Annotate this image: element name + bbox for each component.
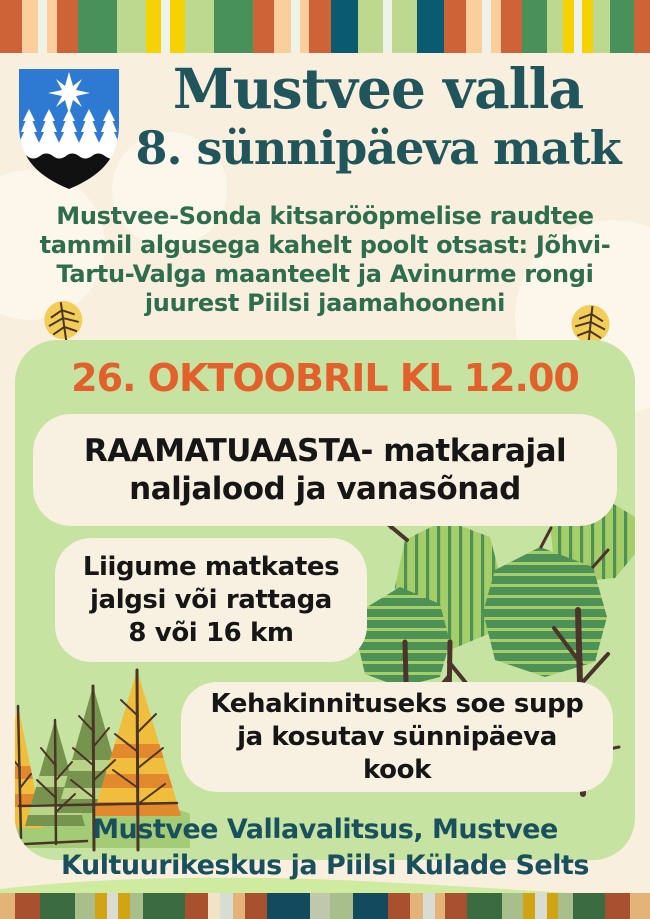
food-line: ja kosutav sünnipäeva: [237, 721, 557, 752]
poster-title: [112, 58, 644, 176]
stripe: [170, 0, 185, 53]
stripe: [117, 0, 146, 53]
stripe: [300, 0, 310, 53]
travel-line: 8 või 16 km: [128, 617, 294, 648]
stripe: [502, 893, 523, 919]
highlight-line: RAAMATUAASTA- matkarajal: [83, 433, 567, 469]
stripe: [330, 893, 353, 919]
stripe: [467, 893, 502, 919]
stripe: [423, 893, 435, 919]
stripe: [40, 893, 75, 919]
stripe: [107, 893, 118, 919]
food-line: Kehakinnituseks soe supp: [210, 688, 584, 719]
event-datetime: 26. OKTOOBRIL KL 12.00: [71, 356, 579, 400]
travel-info-card: [55, 538, 367, 662]
organizer-line: Mustvee Vallavalitsus, Mustvee: [92, 814, 558, 845]
stripe: [522, 0, 546, 53]
subtitle-line: Tartu-Valga maanteelt ja Avinurme rongi: [56, 260, 594, 288]
stripe: [435, 893, 445, 919]
stripe: [78, 0, 117, 53]
stripe: [161, 0, 171, 53]
stripe: [383, 0, 393, 53]
stripe: [605, 893, 630, 919]
stripe: [220, 893, 233, 919]
stripe: [274, 0, 290, 53]
stripe: [0, 893, 15, 919]
stripe: [535, 893, 547, 919]
stripe: [563, 0, 574, 53]
stripe: [417, 0, 444, 53]
stripe: [392, 0, 416, 53]
stripe: [0, 0, 22, 53]
stripe: [233, 893, 245, 919]
stripe: [573, 893, 605, 919]
stripe: [358, 0, 382, 53]
travel-line: Liigume matkates: [82, 551, 340, 582]
title-line: Mustvee valla: [172, 56, 584, 121]
stripe: [353, 893, 388, 919]
travel-line: jalgsi või rattaga: [90, 584, 332, 615]
highlight-card: [33, 414, 617, 526]
stripe: [523, 893, 535, 919]
food-info-card: [181, 682, 613, 792]
subtitle-line: tammil algusega kahelt poolt otsast: Jõhvi-: [39, 231, 611, 259]
event-panel: [15, 340, 635, 860]
stripe: [444, 0, 466, 53]
stripe: [185, 0, 214, 53]
top-stripe-border: [0, 0, 650, 53]
stripe: [143, 893, 185, 919]
organizers-text: [5, 812, 645, 884]
subtitle-line: juurest Piilsi jaamahooneni: [144, 289, 506, 317]
stripe: [547, 893, 558, 919]
bottom-stripe-border: [0, 893, 650, 919]
stripe: [214, 0, 253, 53]
stripe: [482, 0, 491, 53]
stripe: [47, 0, 57, 53]
stripe: [410, 893, 423, 919]
mustvee-coat-of-arms-icon: [16, 66, 122, 192]
stripe: [634, 0, 650, 53]
stripe: [57, 0, 79, 53]
stripe: [208, 893, 220, 919]
highlight-line: naljalood ja vanasõnad: [129, 471, 521, 507]
tree-crowns: [357, 500, 635, 687]
stripe: [547, 0, 563, 53]
stripe: [75, 893, 95, 919]
stripe: [388, 893, 410, 919]
stripe: [501, 0, 523, 53]
stripe: [245, 893, 267, 919]
stripe: [291, 0, 300, 53]
stripe: [185, 893, 208, 919]
stripe: [146, 0, 161, 53]
title-line: 8. sünnipäeva matk: [135, 121, 621, 175]
stripe: [253, 0, 275, 53]
stripe: [130, 893, 143, 919]
poster-subtitle: [8, 202, 642, 318]
stripe: [558, 893, 573, 919]
stripe: [15, 893, 40, 919]
stripe: [491, 0, 501, 53]
stripe: [610, 0, 634, 53]
stripe: [582, 0, 593, 53]
stripe: [331, 0, 358, 53]
stripe: [118, 893, 130, 919]
shield-white-band: [16, 143, 122, 155]
stripe: [310, 893, 330, 919]
food-line: kook: [362, 754, 431, 785]
stripe: [466, 0, 482, 53]
shield-black-wave: [16, 153, 122, 192]
stripe: [22, 0, 38, 53]
stripe: [95, 893, 107, 919]
stripe: [574, 0, 582, 53]
stripe: [445, 893, 467, 919]
stripe: [630, 893, 650, 919]
stripe: [38, 0, 47, 53]
stripe: [309, 0, 331, 53]
stripe: [267, 893, 310, 919]
subtitle-line: Mustvee-Sonda kitsarööpmelise raudtee: [56, 202, 594, 230]
organizer-line: Kultuurikeskus ja Piilsi Külade Selts: [61, 850, 589, 881]
stripe: [593, 0, 609, 53]
